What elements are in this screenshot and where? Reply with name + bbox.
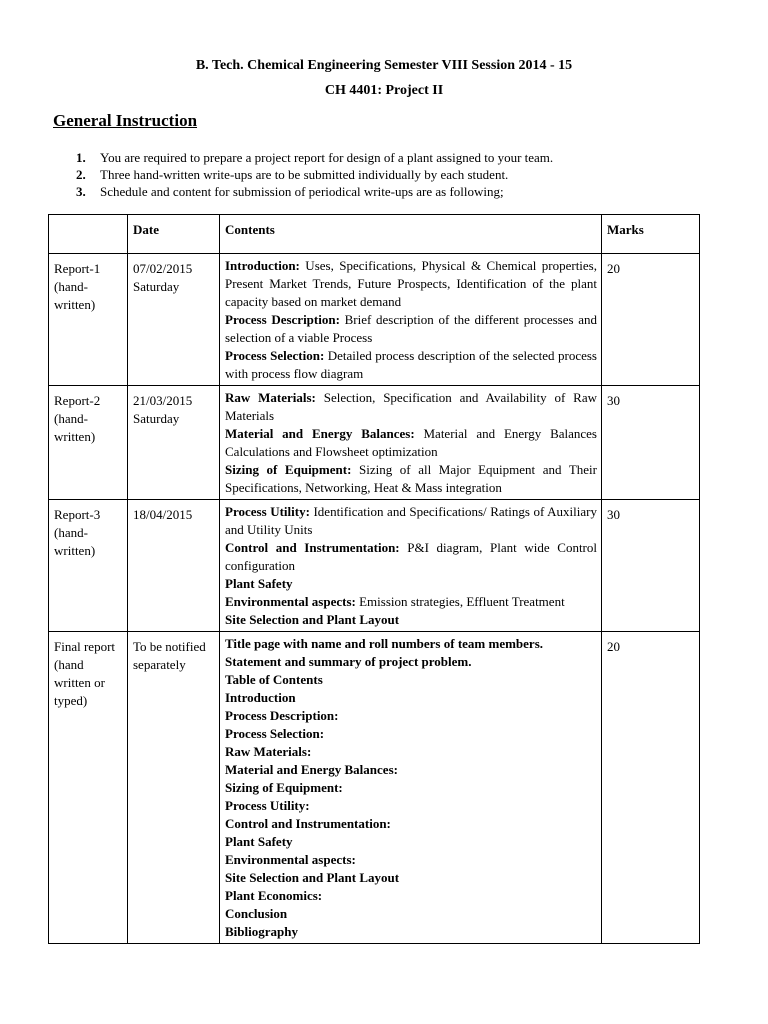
content-item-title: Introduction	[225, 690, 296, 705]
content-item	[225, 653, 597, 671]
content-item-text: Material and Energy Balances Calculations and Flowsheet optimization	[225, 426, 597, 459]
report-name-cell: Report-2 (hand-written)	[49, 386, 128, 500]
instruction-item	[53, 166, 693, 183]
content-item-title: Title page with name and roll numbers of team members.	[225, 636, 543, 651]
content-item-title: Control and Instrumentation:	[225, 540, 400, 555]
content-item-title: Process Description:	[225, 312, 340, 327]
content-item	[225, 887, 597, 905]
content-item-title: Site Selection and Plant Layout	[225, 870, 400, 885]
content-item-title: Environmental aspects:	[225, 852, 356, 867]
content-item-title: Introduction:	[225, 258, 300, 273]
content-item	[225, 743, 597, 761]
content-item-text: Detailed process description of the selected process with process flow diagram	[225, 348, 597, 381]
contents-cell	[220, 254, 602, 386]
report-name-cell: Final report (hand written or typed)	[49, 632, 128, 944]
marks-cell: 20	[602, 632, 700, 944]
content-item	[225, 575, 597, 593]
content-item	[225, 503, 597, 539]
content-item-title: Table of Contents	[225, 672, 323, 687]
content-item-text: Emission strategies, Effluent Treatment	[355, 594, 565, 609]
table-row	[49, 386, 700, 500]
content-item	[225, 425, 597, 461]
instruction-item	[53, 183, 693, 200]
table-header-row	[49, 215, 700, 254]
content-item	[225, 707, 597, 725]
marks-cell: 30	[602, 386, 700, 500]
report-name-cell: Report-1 (hand-written)	[49, 254, 128, 386]
table-row	[49, 632, 700, 944]
content-item-title: Process Utility:	[225, 504, 310, 519]
content-item-title: Control and Instrumentation:	[225, 816, 391, 831]
content-item	[225, 347, 597, 383]
content-item	[225, 539, 597, 575]
content-item-text: Sizing of all Major Equipment and Their Specifications, Networking, Heat & Mass integration	[225, 462, 597, 495]
content-item-title: Process Utility:	[225, 798, 310, 813]
marks-cell: 30	[602, 500, 700, 632]
content-item-title: Material and Energy Balances:	[225, 762, 398, 777]
column-header-marks: Marks	[602, 215, 700, 254]
content-item-text: P&I diagram, Plant wide Control configuration	[225, 540, 597, 573]
content-item	[225, 311, 597, 347]
instruction-number: 1.	[76, 150, 86, 165]
content-item	[225, 671, 597, 689]
instruction-number: 3.	[76, 184, 86, 199]
content-item-text: Brief description of the different processes and selection of a viable Process	[225, 312, 597, 345]
content-item	[225, 593, 597, 611]
content-item-title: Material and Energy Balances:	[225, 426, 415, 441]
content-item-title: Sizing of Equipment:	[225, 780, 343, 795]
date-cell: To be notified separately	[128, 632, 220, 944]
content-item-title: Raw Materials:	[225, 744, 312, 759]
content-item	[225, 611, 597, 629]
content-item-title: Process Selection:	[225, 726, 325, 741]
content-item	[225, 689, 597, 707]
course-code-title: CH 4401: Project II	[324, 83, 444, 98]
content-item-title: Site Selection and Plant Layout	[225, 612, 400, 627]
instruction-text: Three hand-written write-ups are to be submitted individually by each student.	[100, 167, 509, 182]
table-row	[49, 254, 700, 386]
section-title: General Instruction	[53, 111, 198, 130]
content-item-text: Selection, Specification and Availability of Raw Materials	[225, 390, 597, 423]
content-item	[225, 779, 597, 797]
content-item-title: Environmental aspects:	[225, 594, 356, 609]
content-item-title: Process Selection:	[225, 348, 325, 363]
content-item	[225, 797, 597, 815]
instruction-item	[53, 149, 693, 166]
schedule-table	[48, 214, 700, 944]
content-item-title: Statement and summary of project problem.	[225, 654, 472, 669]
content-item	[225, 257, 597, 311]
marks-cell: 20	[602, 254, 700, 386]
contents-cell	[220, 632, 602, 944]
content-item-title: Raw Materials:	[225, 390, 316, 405]
content-item-title: Sizing of Equipment:	[225, 462, 352, 477]
content-item	[225, 833, 597, 851]
content-item	[225, 761, 597, 779]
content-item-text: Identification and Specifications/ Ratings of Auxiliary and Utility Units	[225, 504, 597, 537]
content-item-title: Conclusion	[225, 906, 288, 921]
contents-cell	[220, 386, 602, 500]
column-header-report	[49, 215, 128, 254]
date-cell: 21/03/2015 Saturday	[128, 386, 220, 500]
instruction-text: Schedule and content for submission of periodical write-ups are as following;	[100, 184, 504, 199]
content-item-title: Plant Safety	[225, 834, 293, 849]
content-item-title: Plant Safety	[225, 576, 293, 591]
content-item-title: Bibliography	[225, 924, 298, 939]
content-item-title: Process Description:	[225, 708, 339, 723]
content-item	[225, 635, 597, 653]
content-item	[225, 851, 597, 869]
instruction-text: You are required to prepare a project report for design of a plant assigned to your team.	[100, 150, 554, 165]
content-item	[225, 815, 597, 833]
content-item	[225, 905, 597, 923]
course-header: B. Tech. Chemical Engineering Semester VIII Session 2014 - 15	[195, 58, 573, 73]
content-item-text: Uses, Specifications, Physical & Chemical properties, Present Market Trends, Future Prospects, Identification of the plant capacity based on market demand	[225, 258, 597, 309]
content-item	[225, 461, 597, 497]
date-cell: 07/02/2015 Saturday	[128, 254, 220, 386]
report-name-cell: Report-3 (hand-written)	[49, 500, 128, 632]
content-item	[225, 923, 597, 941]
contents-cell	[220, 500, 602, 632]
instruction-list	[53, 149, 693, 200]
instruction-number: 2.	[76, 167, 86, 182]
column-header-contents: Contents	[220, 215, 602, 254]
date-cell: 18/04/2015	[128, 500, 220, 632]
content-item	[225, 725, 597, 743]
content-item	[225, 869, 597, 887]
content-item	[225, 389, 597, 425]
column-header-date: Date	[128, 215, 220, 254]
table-row	[49, 500, 700, 632]
content-item-title: Plant Economics:	[225, 888, 323, 903]
